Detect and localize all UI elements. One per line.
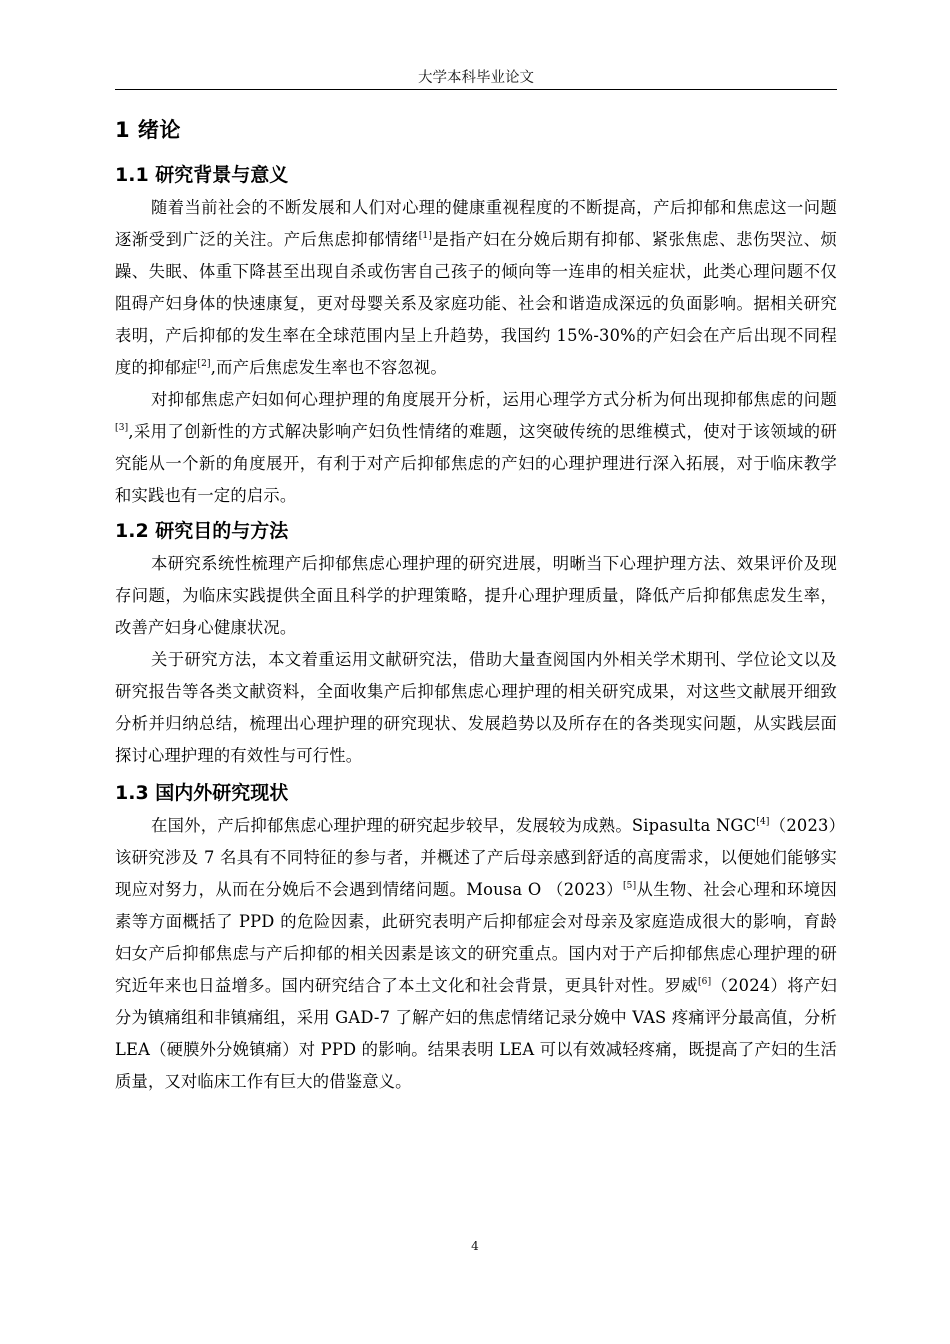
- text-run: 是指产妇在分娩后期有抑郁、紧张焦虑、悲伤哭泣、烦躁、失眠、体重下降甚至出现自杀或伤害自己孩子的倾向等一连串的相关症状，此类心理问题不仅阻碍产妇身体的快速康复，更对母婴关系及家庭功能、社会和谐造成深远的负面影响。据相关研究表明，产后抑郁的发生率在全球范围内呈上升趋势，我国约 15%-30%的产妇会在产后出现不同程度的抑郁症: [115, 230, 837, 377]
- section-title: 1.1 研究背景与意义: [115, 164, 289, 186]
- citation-ref: [6]: [697, 977, 712, 987]
- citation-ref: [1]: [418, 231, 433, 241]
- citation-ref: [2]: [197, 359, 211, 369]
- text-run: （2023）该研究涉及 7 名具有不同特征的参与者，并概述了产后母亲感到舒适的高度需求，以便她们能够实现应对努力，从而在分娩后不会遇到情绪问题。Mousa O （2023）: [115, 816, 837, 899]
- text-run: 本研究系统性梳理产后抑郁焦虑心理护理的研究进展，明晰当下心理护理方法、效果评价及现存问题，为临床实践提供全面且科学的护理策略，提升心理护理质量，降低产后抑郁焦虑发生率，改善产妇身心健康状况。: [115, 554, 837, 637]
- text-run: ,而产后焦虑发生率也不容忽视。: [210, 358, 447, 377]
- section-title: 1.3 国内外研究现状: [115, 782, 289, 804]
- citation-ref: [3]: [115, 423, 129, 433]
- chapter-title: 1 绪论: [115, 118, 181, 142]
- text-run: 随着当前社会的不断发展和人们对心理的健康重视程度的不断提高，产后抑郁和焦虑这一问题逐渐受到广泛的关注。产后焦虑抑郁情绪: [115, 198, 837, 249]
- body-paragraph: [115, 384, 837, 512]
- running-header: 大学本科毕业论文: [418, 70, 534, 86]
- text-run: 在国外，产后抑郁焦虑心理护理的研究起步较早，发展较为成熟。Sipasulta NGC: [151, 816, 757, 835]
- body-paragraph: [115, 548, 837, 644]
- body-paragraph: [115, 192, 837, 384]
- page-body: [115, 112, 837, 1098]
- body-paragraph: [115, 644, 837, 772]
- text-run: 关于研究方法，本文着重运用文献研究法，借助大量查阅国内外相关学术期刊、学位论文以及研究报告等各类文献资料，全面收集产后抑郁焦虑心理护理的相关研究成果，对这些文献展开细致分析并归纳总结，梳理出心理护理的研究现状、发展趋势以及所存在的各类现实问题，从实践层面探讨心理护理的有效性与可行性。: [115, 650, 837, 765]
- citation-ref: [4]: [756, 817, 770, 827]
- body-paragraph: [115, 810, 837, 1098]
- header-rule: [115, 89, 837, 90]
- section-title: 1.2 研究目的与方法: [115, 520, 289, 542]
- citation-ref: [5]: [622, 881, 637, 891]
- page-number: 4: [471, 1239, 479, 1253]
- text-run: 对抑郁焦虑产妇如何心理护理的角度展开分析，运用心理学方式分析为何出现抑郁焦虑的问题: [151, 390, 837, 409]
- text-run: （2024）将产妇分为镇痛组和非镇痛组，采用 GAD-7 了解产妇的焦虑情绪记录分娩中 VAS 疼痛评分最高值，分析 LEA（硬膜外分娩镇痛）对 PPD 的影响。结果表明 LEA 可以有效减轻疼痛，既提高了产妇的生活质量，又对临床工作有巨大的借鉴意义。: [115, 976, 837, 1091]
- text-run: ,采用了创新性的方式解决影响产妇负性情绪的难题，这突破传统的思维模式，使对于该领域的研究能从一个新的角度展开，有利于对产后抑郁焦虑的产妇的心理护理进行深入拓展，对于临床教学和实践也有一定的启示。: [115, 422, 837, 505]
- text-run: 从生物、社会心理和环境因素等方面概括了 PPD 的危险因素，此研究表明产后抑郁症会对母亲及家庭造成很大的影响，育龄妇女产后抑郁焦虑与产后抑郁的相关因素是该文的研究重点。国内对于产后抑郁焦虑心理护理的研究近年来也日益增多。国内研究结合了本土文化和社会背景，更具针对性。罗威: [115, 880, 837, 995]
